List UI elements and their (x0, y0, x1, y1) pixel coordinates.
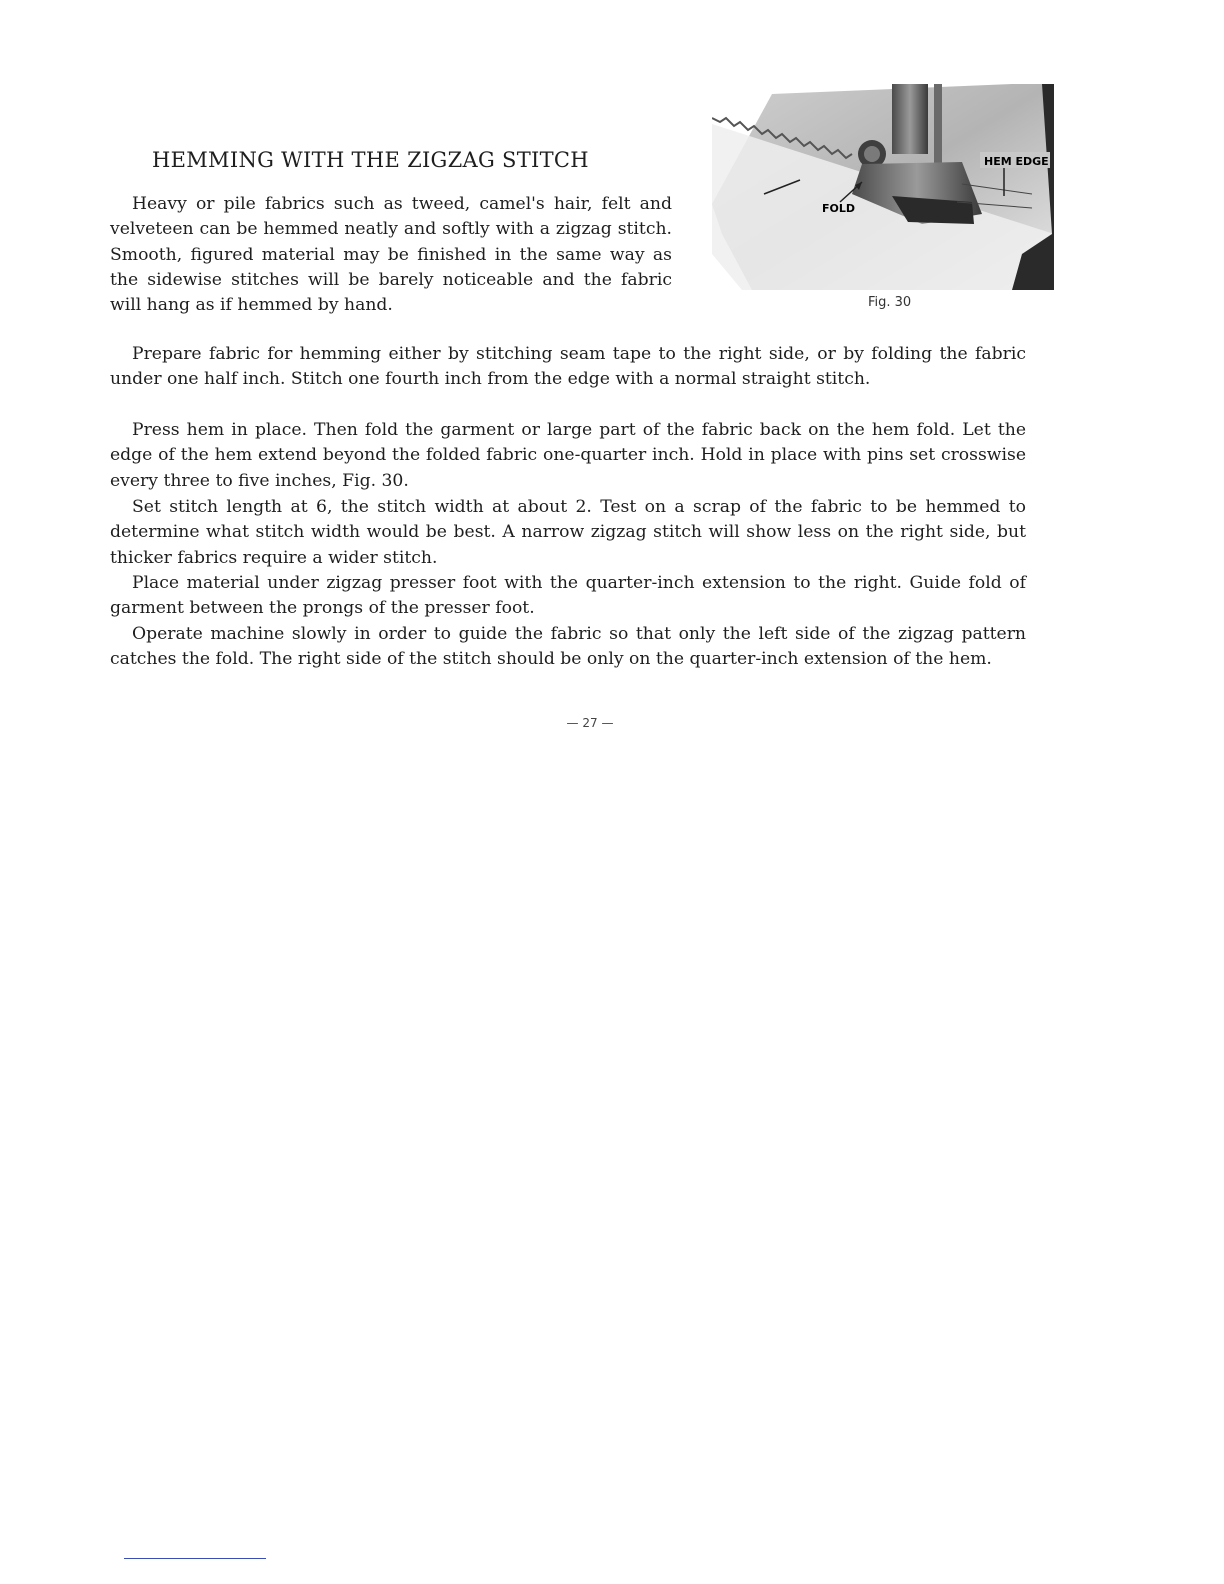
figure-30-photo (712, 84, 1054, 290)
paragraph-operate: Operate machine slowly in order to guide the fabric so that only the left side of the zigzag pattern catches the fold. The right side of the stitch should be only on the quarter-inch extension of the hem. (110, 624, 1026, 670)
hem-edge-label: HEM EDGE (984, 155, 1049, 168)
paragraph-intro: Heavy or pile fabrics such as tweed, camel's hair, felt and velveteen can be hemmed neatly and softly with a zigzag stitch. Smooth, figured material may be finished in the same way as the sidewise stitches will be barely noticeable and the fabric will hang as if hemmed by hand. (110, 194, 672, 316)
paragraph-place-material: Place material under zigzag presser foot with the quarter-inch extension to the right. Guide fold of garment between the prongs of the presser foot. (110, 573, 1026, 619)
fold-label: FOLD (822, 202, 856, 215)
paragraph-prepare: Prepare fabric for hemming either by stitching seam tape to the right side, or by folding the fabric under one half inch. Stitch one fourth inch from the edge with a normal straight stitch. (110, 344, 1026, 390)
figure-caption: Fig. 30 (868, 295, 912, 310)
page-title: HEMMING WITH THE ZIGZAG STITCH (152, 148, 589, 172)
paragraph-set-stitch: Set stitch length at 6, the stitch width at about 2. Test on a scrap of the fabric to be hemmed to determine what stitch width would be best. A narrow zigzag stitch will show less on the right side, but thicker fabrics require a wider stitch. (110, 497, 1026, 568)
paragraph-press: Press hem in place. Then fold the garment or large part of the fabric back on the hem fold. Let the edge of the hem extend beyond the folded fabric one-quarter inch. Hold in place with pins set crosswise every three to five inches, Fig. 30. (110, 420, 1026, 491)
sewing-machine-illustration (712, 84, 1054, 290)
page-number: — 27 — (566, 716, 614, 730)
footnote-rule (124, 1558, 266, 1559)
